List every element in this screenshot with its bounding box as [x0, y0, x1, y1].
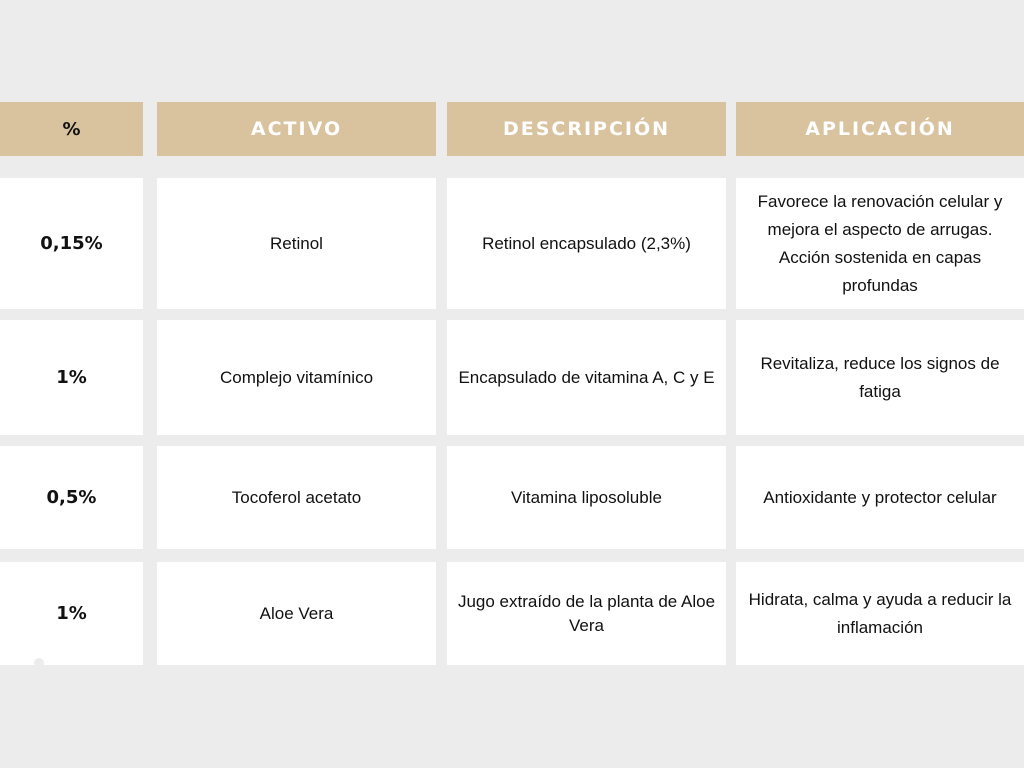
row-1-activo: Retinol — [157, 178, 436, 309]
row-3-activo: Tocoferol acetato — [157, 446, 436, 549]
row-3-aplicacion: Antioxidante y protector celular — [736, 446, 1024, 549]
header-aplicacion: APLICACIÓN — [736, 102, 1024, 156]
header-activo: ACTIVO — [157, 102, 436, 156]
row-2-aplicacion: Revitaliza, reduce los signos de fatiga — [736, 320, 1024, 435]
row-4-descripcion: Jugo extraído de la planta de Aloe Vera — [447, 562, 726, 665]
row-1-percent: 0,15% — [0, 178, 143, 309]
row-4-activo: Aloe Vera — [157, 562, 436, 665]
row-3-descripcion: Vitamina liposoluble — [447, 446, 726, 549]
row-2-activo: Complejo vitamínico — [157, 320, 436, 435]
row-2-percent: 1% — [0, 320, 143, 435]
decorative-dot — [34, 658, 44, 668]
header-descripcion: DESCRIPCIÓN — [447, 102, 726, 156]
row-1-aplicacion: Favorece la renovación celular y mejora el aspecto de arrugas. Acción sostenida en capas profundas — [736, 178, 1024, 309]
row-4-percent: 1% — [0, 562, 143, 665]
row-1-descripcion: Retinol encapsulado (2,3%) — [447, 178, 726, 309]
row-2-descripcion: Encapsulado de vitamina A, C y E — [447, 320, 726, 435]
row-3-percent: 0,5% — [0, 446, 143, 549]
row-4-aplicacion: Hidrata, calma y ayuda a reducir la inflamación — [736, 562, 1024, 665]
header-percent: % — [0, 102, 143, 156]
